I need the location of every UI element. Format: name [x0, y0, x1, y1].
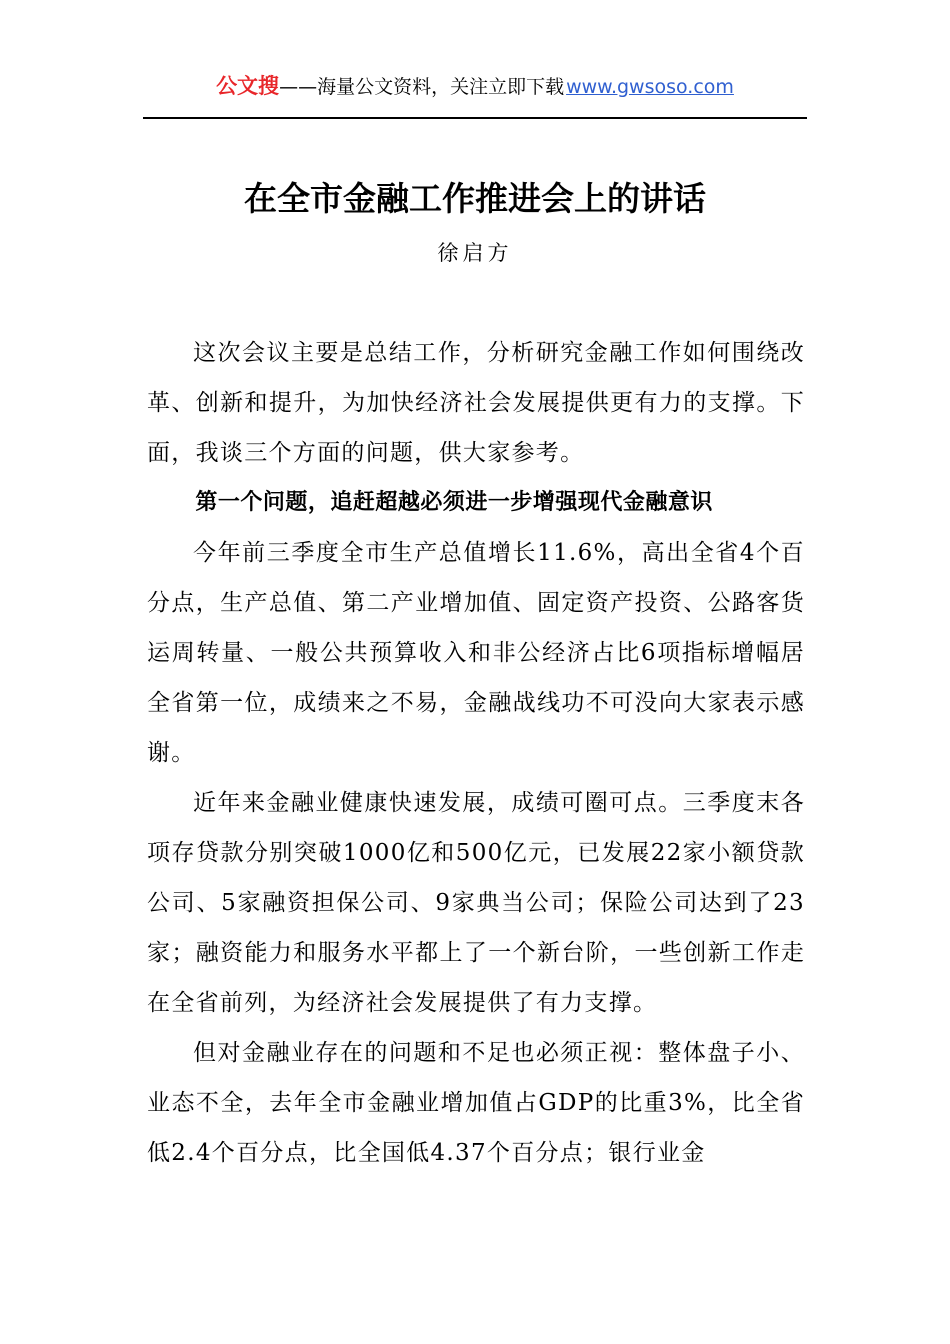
site-link[interactable]: www.gwsoso.com [566, 76, 734, 98]
body-paragraph-3: 但对金融业存在的问题和不足也必须正视：整体盘子小、业态不全，去年全市金融业增加值占GDP的比重3%，比全省低2.4个百分点，比全国低4.37个百分点；银行业金 [147, 1040, 805, 1166]
document-author: 徐启方 [437, 241, 513, 265]
header-divider [143, 117, 807, 119]
body-paragraph-2: 近年来金融业健康快速发展，成绩可圈可点。三季度末各项存贷款分别突破1000亿和500亿元，已发展22家小额贷款公司、5家融资担保公司、9家典当公司；保险公司达到了23家；融资能力和服务水平都上了一个新台阶，一些创新工作走在全省前列，为经济社会发展提供了有力支撑。 [147, 790, 805, 1016]
document-title: 在全市金融工作推进会上的讲话 [244, 179, 706, 218]
page-header [0, 72, 950, 101]
brand-name: 公文搜 [216, 74, 280, 98]
header-tagline: ——海量公文资料，关注立即下载 [279, 76, 565, 98]
body-paragraph-1: 今年前三季度全市生产总值增长11.6%，高出全省4个百分点，生产总值、第二产业增加值、固定资产投资、公路客货运周转量、一般公共预算收入和非公经济占比6项指标增幅居全省第一位，成绩来之不易，金融战线功不可没向大家表示感谢。 [147, 540, 805, 766]
intro-paragraph: 这次会议主要是总结工作，分析研究金融工作如何围绕改革、创新和提升，为加快经济社会发展提供更有力的支撑。下面，我谈三个方面的问题，供大家参考。 [147, 340, 805, 466]
section-heading: 第一个问题，追赶超越必须进一步增强现代金融意识 [195, 490, 713, 515]
document-body [147, 328, 805, 1178]
